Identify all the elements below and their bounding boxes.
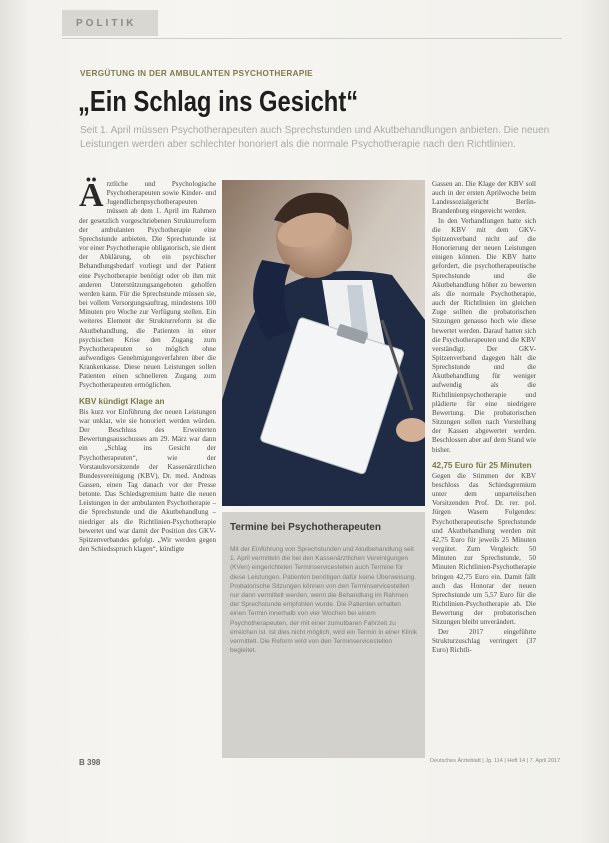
- info-box: [222, 512, 425, 758]
- article-kicker: VERGÜTUNG IN DER AMBULANTEN PSYCHOTHERAPIE: [80, 69, 313, 78]
- article-headline: „Ein Schlag ins Gesicht“: [78, 86, 359, 118]
- info-box-title: Termine bei Psychotherapeuten: [230, 522, 381, 533]
- paragraph: Bis kurz vor Einführung der neuen Leistungen war unklar, wie sie honoriert werden würden. Der Beschluss des Erweiterten Bewertungsausschusses am 29. März war dann ein „Schlag ins Gesicht der Psychotherapeuten“, wie der Vorstandsvorsitzende der Kassenärztlichen Bundesvereinigung (KBV), Dr. med. Andreas Gassen, einen Tag danach vor der Presse betonte. Das Schiedsgremium hatte die neuen Leistungen in der ambulanten Psychotherapie – die Sprechstunde und die Akutbehandlung – niedriger als die Richtlinien-Psychotherapie bewertet und war damit der Position des GKV-Spitzenverbandes gefolgt. „Wir werden gegen den Schiedsspruch klagen“, kündigte: [79, 407, 216, 554]
- subheading: KBV kündigt Klage an: [79, 396, 165, 406]
- section-tab: [62, 10, 158, 36]
- info-box-text: Mit der Einführung von Sprechstunden und Akutbehandlung seit 1. April vermitteln die bei den Kassenärztlichen Vereinigungen (KVen) eingerichteten Terminservicestellen auch Termine für diese Leistungen. Patienten benötigen dafür keine Überweisung. Probatorische Sitzungen können von den Terminservicestellen nur dann vermittelt werden, wenn die Behandlung im Rahmen der Sprechstunde empfohlen wurde. Die Patienten erhalten einen Termin innerhalb von vier Wochen bei einem Psychotherapeuten, der mit einer zumutbaren Fahrzeit zu erreichen ist. Ist dies nicht möglich, wird ein Termin in einer Klinik vermittelt. Die Reform wird von den Terminservicestellen begleitet.: [230, 546, 418, 655]
- subheading: 42,75 Euro für 25 Minuten: [432, 460, 532, 470]
- page-number: B 398: [79, 758, 101, 767]
- article-photo: [222, 180, 425, 506]
- paragraph: Der 2017 eingeführte Strukturzuschlag verringert (37 Euro) Richtli-: [432, 627, 536, 654]
- text-column-1: [79, 177, 216, 554]
- paragraph: Gegen die Stimmen der KBV beschloss das Schiedsgremium unter dem unparteiischen Vorsitzenden Prof. Dr. rer. pol. Jürgen Wasem Folgendes: Psychotherapeutische Sprechstunde und Akutbehandlung werden mit 42,75 Euro für jeweils 25 Minuten vergütet. Zum Vergleich: 50 Minuten zur Sprechstunde, 50 Minuten Richtlinien-Psychotherapie bringen 42,75 Euro ein. Damit fällt auch das Honorar der neuen Sprechstunde um 5,57 Euro für die Richtlinien-Psychotherapie ab. Die Bewertung der probatorischen Sitzungen bleibt unverändert.: [432, 471, 536, 627]
- text-column-3: [432, 180, 536, 655]
- paragraph: Gassen an. Die Klage der KBV soll auch in der ersten Aprilwoche beim Landessozialgericht Berlin-Brandenburg eingereicht werden.: [432, 180, 536, 216]
- paragraph: [79, 177, 216, 391]
- drop-cap: Ä: [79, 177, 104, 214]
- paragraph-text: rztliche und Psychologische Psychotherapeuten sowie Kinder- und Jugendlichenpsychotherapeuten müssen ab dem 1. April im Rahmen der gesetzlich vorgeschriebenen Strukturreform der ambulanten Psychotherapie eine Sprechstunde anbieten. Die Sprechstunde ist vor einer Psychotherapie obligatorisch, sie dient der Abklärung, ob ein psychischer Behandlungsbedarf vorliegt und der Patient eine Psychotherapie benötigt oder ob ihm mit anderen Unterstützungsangeboten geholfen werden kann. Für die Sprechstunde müssen sie, bei vollem Versorgungsauftrag, mindestens 100 Minuten pro Woche zur Verfügung stellen. Ein weiteres Element der Strukturreform ist die Akutbehandlung, die Patienten in einer psychischen Krise den Zugang zum Psychotherapeuten so möglich ohne aufwendiges Genehmigungsverfahren über die Krankenkasse. Diese neuen Leistungen sollen Patienten einen schnelleren Zugang zum Psychotherapeuten ermöglichen.: [79, 180, 216, 390]
- stressed-man-illustration: [222, 180, 425, 506]
- publication-info: Deutsches Ärzteblatt | Jg. 114 | Heft 14 | 7. April 2017: [430, 758, 561, 764]
- paragraph: In den Verhandlungen hatte sich die KBV mit dem GKV-Spitzenverband nicht auf die Honorierung der neuen Leistungen einigen können. Die KBV hatte gefordert, die psychotherapeutische Sprechstunde und die Akutbehandlung höher zu bewerten als die normale Psychotherapie, auch der Richtlinien im gleichen Zuge sollten die probatorischen Sitzungen genauso hoch wie diese bewertet werden. Darauf hatten sich die Psychotherapeuten und die KBV verständigt. Der GKV-Spitzenverband dagegen hält die Sprechstunde und die Akutbehandlung für weniger aufwendig als die Richtlinienpsychotherapie und plädierte für eine niedrigere Bewertung. Die probatorischen Sitzungen sollen nach Vorstellung der Kassen abgewertet werden. Beschlossen aber auf dem Stand wie bisher.: [432, 216, 536, 454]
- top-divider: [62, 38, 562, 39]
- article-deck: Seit 1. April müssen Psychotherapeuten auch Sprechstunden und Akutbehandlungen anbieten. Die neuen Leistungen werden aber schlechter honoriert als die normale Psychotherapie nach den Richtlinien.: [80, 125, 550, 150]
- section-label: POLITIK: [76, 18, 137, 29]
